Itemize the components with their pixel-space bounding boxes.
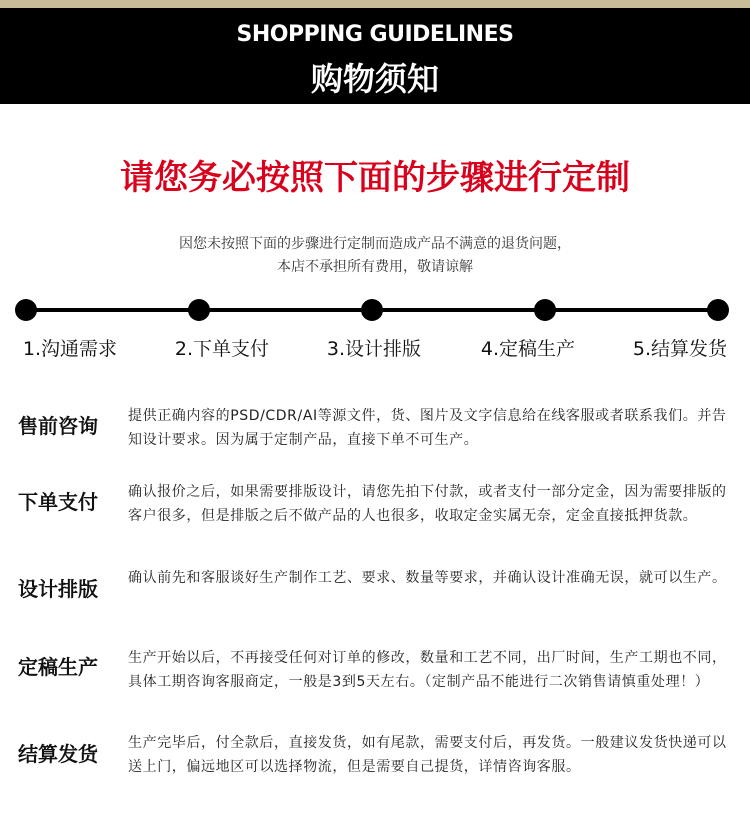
section-title: 结算发货 [18, 742, 98, 766]
section-text: 确认前先和客服谈好生产制作工艺、要求、数量等要求，并确认设计准确无误，就可以生产。 [128, 570, 727, 586]
step-label: 3.设计排版 [326, 338, 422, 360]
top-accent-strip [0, 0, 750, 8]
section-title: 定稿生产 [18, 655, 98, 679]
timeline-dot [15, 299, 37, 321]
notice-line-2: 本店不承担所有费用，敬请谅解 [277, 259, 473, 275]
headline: 请您务必按照下面的步骤进行定制 [120, 158, 630, 198]
timeline-dot [361, 299, 383, 321]
section-text: 生产完毕后，付全款后，直接发货，如有尾款，需要支付后，再发货。一般建议发货快递可以送上门，偏远地区可以选择物流，但是需要自己提货，详情咨询客服。 [128, 735, 727, 775]
step-label: 2.下单支付 [174, 338, 270, 360]
section-text: 生产开始以后，不再接受任何对订单的修改，数量和工艺不同，出厂时间，生产工期也不同，具体工期咨询客服商定，一般是3到5天左右。（定制产品不能进行二次销售请慎重处理！） [128, 650, 727, 690]
section-title: 设计排版 [18, 577, 98, 601]
notice-line-1: 因您未按照下面的步骤进行定制而造成产品不满意的退货问题， [179, 236, 571, 252]
header-banner [0, 8, 750, 104]
step-label: 4.定稿生产 [480, 338, 576, 360]
banner-title-en: SHOPPING GUIDELINES [236, 22, 514, 47]
banner-title-cn: 购物须知 [310, 60, 439, 98]
section-text: 确认报价之后，如果需要排版设计，请您先拍下付款，或者支付一部分定金，因为需要排版的客户很多，但是排版之后不做产品的人也很多，收取定金实属无奈，定金直接抵押货款。 [128, 484, 727, 524]
timeline-dot [534, 299, 556, 321]
section-title: 售前咨询 [18, 414, 98, 438]
step-label: 1.沟通需求 [22, 338, 118, 360]
section-text: 提供正确内容的PSD/CDR/AI等源文件，货、图片及文字信息给在线客服或者联系我们。并告知设计要求。因为属于定制产品，直接下单不可生产。 [128, 408, 727, 448]
notice [0, 233, 750, 279]
timeline-dot [707, 299, 729, 321]
step-label: 5.结算发货 [632, 338, 728, 360]
section-title: 下单支付 [18, 490, 98, 514]
timeline-dot [188, 299, 210, 321]
